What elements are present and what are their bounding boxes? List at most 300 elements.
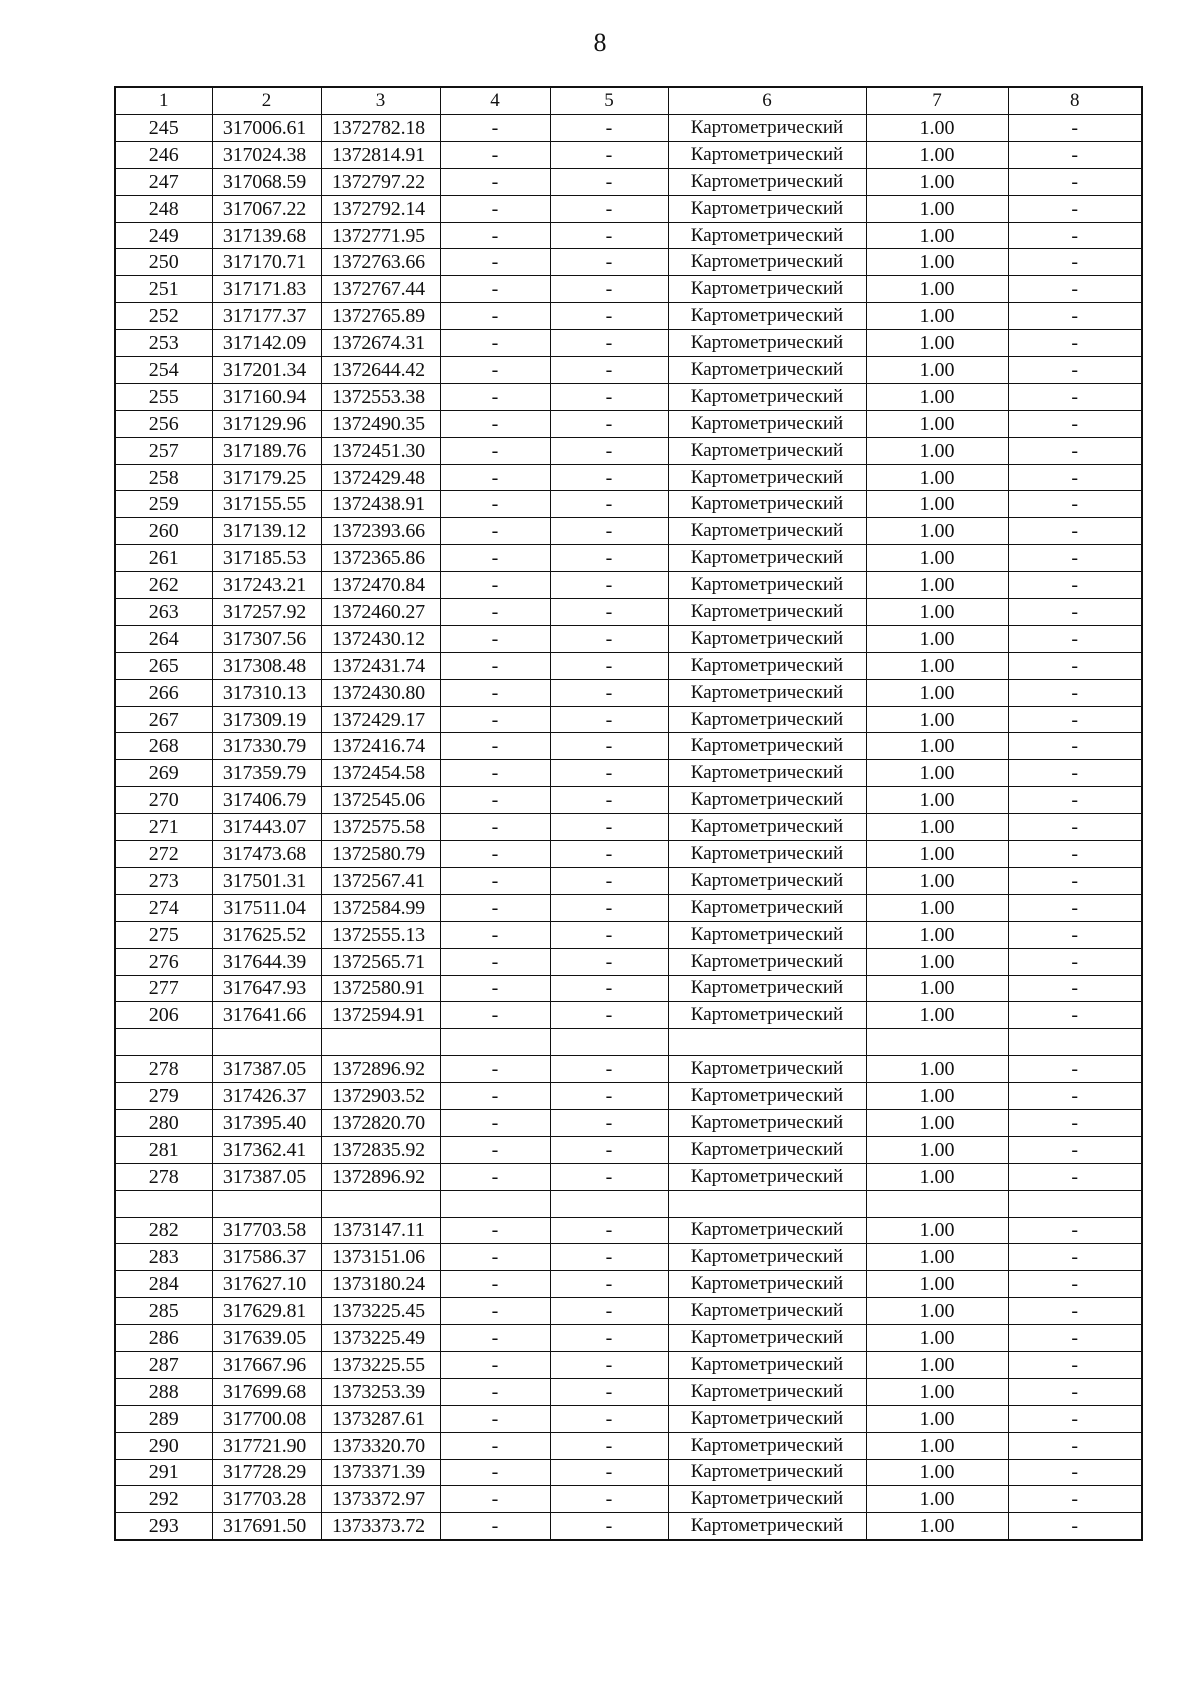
- accuracy-cell: 1.00: [866, 1351, 1008, 1378]
- x-coordinate: 317171.83: [212, 276, 321, 303]
- y-coordinate: 1372429.17: [321, 706, 440, 733]
- method-cell: Картометрический: [668, 572, 866, 599]
- col-5-cell: -: [550, 1459, 668, 1486]
- col-5-cell: -: [550, 195, 668, 222]
- col-5-header: 5: [550, 87, 668, 115]
- col-3-header: 3: [321, 87, 440, 115]
- col-5-cell: -: [550, 410, 668, 437]
- col-4-cell: -: [440, 1109, 550, 1136]
- col-4-cell: -: [440, 1513, 550, 1540]
- table-row: [115, 1244, 1142, 1271]
- point-number: 292: [115, 1486, 212, 1513]
- col-8-cell: -: [1008, 867, 1142, 894]
- x-coordinate: 317426.37: [212, 1083, 321, 1110]
- x-coordinate: 317362.41: [212, 1136, 321, 1163]
- table-row: [115, 1002, 1142, 1029]
- col-8-cell: -: [1008, 437, 1142, 464]
- point-number: 290: [115, 1432, 212, 1459]
- point-number: 280: [115, 1109, 212, 1136]
- accuracy-cell: 1.00: [866, 948, 1008, 975]
- x-coordinate: 317309.19: [212, 706, 321, 733]
- y-coordinate: 1372835.92: [321, 1136, 440, 1163]
- x-coordinate: 317129.96: [212, 410, 321, 437]
- point-number: 251: [115, 276, 212, 303]
- y-coordinate: 1372580.79: [321, 841, 440, 868]
- accuracy-cell: 1.00: [866, 1271, 1008, 1298]
- col-5-cell: -: [550, 1298, 668, 1325]
- col-4-cell: [440, 1029, 550, 1056]
- col-5-cell: -: [550, 1271, 668, 1298]
- x-coordinate: 317700.08: [212, 1405, 321, 1432]
- table-row: [115, 1405, 1142, 1432]
- col-7-header: 7: [866, 87, 1008, 115]
- table-row: [115, 357, 1142, 384]
- table-row: [115, 141, 1142, 168]
- col-8-cell: -: [1008, 625, 1142, 652]
- method-cell: Картометрический: [668, 1378, 866, 1405]
- col-5-cell: -: [550, 1325, 668, 1352]
- x-coordinate: 317139.68: [212, 222, 321, 249]
- y-coordinate: 1373147.11: [321, 1217, 440, 1244]
- col-8-cell: -: [1008, 222, 1142, 249]
- method-cell: Картометрический: [668, 733, 866, 760]
- point-number: [115, 1029, 212, 1056]
- table-row: [115, 1163, 1142, 1190]
- col-5-cell: -: [550, 652, 668, 679]
- col-5-cell: -: [550, 115, 668, 142]
- accuracy-cell: 1.00: [866, 733, 1008, 760]
- col-5-cell: -: [550, 599, 668, 626]
- col-8-cell: -: [1008, 410, 1142, 437]
- col-5-cell: -: [550, 1217, 668, 1244]
- table-row: [115, 1459, 1142, 1486]
- method-cell: Картометрический: [668, 464, 866, 491]
- x-coordinate: 317473.68: [212, 841, 321, 868]
- y-coordinate: 1373225.55: [321, 1351, 440, 1378]
- accuracy-cell: 1.00: [866, 1459, 1008, 1486]
- col-8-cell: -: [1008, 383, 1142, 410]
- x-coordinate: 317359.79: [212, 760, 321, 787]
- method-cell: Картометрический: [668, 948, 866, 975]
- point-number: 273: [115, 867, 212, 894]
- col-8-cell: -: [1008, 1459, 1142, 1486]
- method-cell: Картометрический: [668, 894, 866, 921]
- table-row: [115, 1378, 1142, 1405]
- y-coordinate: 1372429.48: [321, 464, 440, 491]
- point-number: 293: [115, 1513, 212, 1540]
- x-coordinate: 317243.21: [212, 572, 321, 599]
- col-5-cell: -: [550, 867, 668, 894]
- col-5-cell: -: [550, 1083, 668, 1110]
- col-4-cell: -: [440, 195, 550, 222]
- table-row: [115, 599, 1142, 626]
- col-4-cell: -: [440, 1351, 550, 1378]
- point-number: 261: [115, 545, 212, 572]
- method-cell: Картометрический: [668, 276, 866, 303]
- table-header-row: [115, 87, 1142, 115]
- col-4-cell: -: [440, 1325, 550, 1352]
- method-cell: Картометрический: [668, 787, 866, 814]
- table-row: [115, 679, 1142, 706]
- accuracy-cell: 1.00: [866, 303, 1008, 330]
- x-coordinate: 317703.58: [212, 1217, 321, 1244]
- point-number: 262: [115, 572, 212, 599]
- point-number: 264: [115, 625, 212, 652]
- point-number: 247: [115, 168, 212, 195]
- col-5-cell: -: [550, 1136, 668, 1163]
- accuracy-cell: 1.00: [866, 1083, 1008, 1110]
- col-4-cell: -: [440, 652, 550, 679]
- col-8-cell: -: [1008, 1002, 1142, 1029]
- y-coordinate: 1372814.91: [321, 141, 440, 168]
- col-5-cell: -: [550, 1244, 668, 1271]
- accuracy-cell: 1.00: [866, 679, 1008, 706]
- point-number: 270: [115, 787, 212, 814]
- table-row: [115, 1056, 1142, 1083]
- table-row: [115, 491, 1142, 518]
- x-coordinate: 317024.38: [212, 141, 321, 168]
- table-row: [115, 894, 1142, 921]
- x-coordinate: 317647.93: [212, 975, 321, 1002]
- col-5-cell: -: [550, 572, 668, 599]
- table-row: [115, 1271, 1142, 1298]
- method-cell: Картометрический: [668, 1405, 866, 1432]
- col-4-cell: -: [440, 1002, 550, 1029]
- col-4-cell: -: [440, 330, 550, 357]
- col-5-cell: -: [550, 760, 668, 787]
- col-4-cell: -: [440, 518, 550, 545]
- table-row: [115, 437, 1142, 464]
- y-coordinate: 1372575.58: [321, 814, 440, 841]
- x-coordinate: 317443.07: [212, 814, 321, 841]
- y-coordinate: 1372644.42: [321, 357, 440, 384]
- col-8-cell: -: [1008, 1217, 1142, 1244]
- col-4-cell: -: [440, 1378, 550, 1405]
- y-coordinate: 1373373.72: [321, 1513, 440, 1540]
- table-row: [115, 1432, 1142, 1459]
- col-4-cell: -: [440, 1271, 550, 1298]
- method-cell: Картометрический: [668, 410, 866, 437]
- col-4-cell: -: [440, 1405, 550, 1432]
- y-coordinate: 1372674.31: [321, 330, 440, 357]
- point-number: 276: [115, 948, 212, 975]
- point-number: 291: [115, 1459, 212, 1486]
- point-number: 278: [115, 1056, 212, 1083]
- col-4-cell: -: [440, 1459, 550, 1486]
- x-coordinate: 317155.55: [212, 491, 321, 518]
- col-5-cell: -: [550, 706, 668, 733]
- col-5-cell: -: [550, 357, 668, 384]
- method-cell: Картометрический: [668, 168, 866, 195]
- col-5-cell: -: [550, 948, 668, 975]
- table-row: [115, 115, 1142, 142]
- col-8-cell: -: [1008, 491, 1142, 518]
- col-8-cell: -: [1008, 464, 1142, 491]
- table-row: [115, 921, 1142, 948]
- y-coordinate: 1372903.52: [321, 1083, 440, 1110]
- col-4-cell: [440, 1190, 550, 1217]
- point-number: 271: [115, 814, 212, 841]
- x-coordinate: 317625.52: [212, 921, 321, 948]
- method-cell: Картометрический: [668, 491, 866, 518]
- x-coordinate: [212, 1029, 321, 1056]
- accuracy-cell: 1.00: [866, 814, 1008, 841]
- table-row: [115, 841, 1142, 868]
- table-row: [115, 249, 1142, 276]
- y-coordinate: 1373320.70: [321, 1432, 440, 1459]
- accuracy-cell: 1.00: [866, 1432, 1008, 1459]
- method-cell: Картометрический: [668, 1271, 866, 1298]
- y-coordinate: 1373253.39: [321, 1378, 440, 1405]
- method-cell: Картометрический: [668, 1217, 866, 1244]
- table-row: [115, 572, 1142, 599]
- table-row: [115, 383, 1142, 410]
- point-number: 248: [115, 195, 212, 222]
- accuracy-cell: 1.00: [866, 841, 1008, 868]
- table-row: [115, 276, 1142, 303]
- y-coordinate: [321, 1029, 440, 1056]
- col-8-cell: -: [1008, 652, 1142, 679]
- table-row: [115, 1190, 1142, 1217]
- col-8-cell: -: [1008, 1486, 1142, 1513]
- y-coordinate: 1372438.91: [321, 491, 440, 518]
- point-number: 259: [115, 491, 212, 518]
- y-coordinate: 1372782.18: [321, 115, 440, 142]
- method-cell: Картометрический: [668, 760, 866, 787]
- y-coordinate: 1372765.89: [321, 303, 440, 330]
- accuracy-cell: 1.00: [866, 357, 1008, 384]
- point-number: 249: [115, 222, 212, 249]
- table-row: [115, 1298, 1142, 1325]
- x-coordinate: 317691.50: [212, 1513, 321, 1540]
- point-number: 287: [115, 1351, 212, 1378]
- x-coordinate: 317006.61: [212, 115, 321, 142]
- point-number: 285: [115, 1298, 212, 1325]
- y-coordinate: 1372553.38: [321, 383, 440, 410]
- point-number: 265: [115, 652, 212, 679]
- y-coordinate: 1372470.84: [321, 572, 440, 599]
- col-8-cell: -: [1008, 357, 1142, 384]
- accuracy-cell: 1.00: [866, 1513, 1008, 1540]
- accuracy-cell: 1.00: [866, 1486, 1008, 1513]
- col-8-cell: -: [1008, 787, 1142, 814]
- accuracy-cell: 1.00: [866, 706, 1008, 733]
- col-5-cell: -: [550, 1163, 668, 1190]
- accuracy-cell: 1.00: [866, 1298, 1008, 1325]
- point-number: 284: [115, 1271, 212, 1298]
- point-number: 253: [115, 330, 212, 357]
- col-2-header: 2: [212, 87, 321, 115]
- method-cell: Картометрический: [668, 1002, 866, 1029]
- col-8-cell: -: [1008, 1136, 1142, 1163]
- x-coordinate: 317586.37: [212, 1244, 321, 1271]
- method-cell: Картометрический: [668, 1163, 866, 1190]
- point-number: 269: [115, 760, 212, 787]
- col-4-cell: -: [440, 814, 550, 841]
- table-row: [115, 1109, 1142, 1136]
- col-4-cell: -: [440, 679, 550, 706]
- point-number: 288: [115, 1378, 212, 1405]
- col-8-cell: -: [1008, 195, 1142, 222]
- accuracy-cell: 1.00: [866, 625, 1008, 652]
- col-4-cell: -: [440, 894, 550, 921]
- col-4-cell: -: [440, 303, 550, 330]
- col-4-cell: -: [440, 760, 550, 787]
- y-coordinate: 1372580.91: [321, 975, 440, 1002]
- x-coordinate: 317170.71: [212, 249, 321, 276]
- method-cell: Картометрический: [668, 1432, 866, 1459]
- point-number: 279: [115, 1083, 212, 1110]
- table-row: [115, 948, 1142, 975]
- method-cell: Картометрический: [668, 679, 866, 706]
- col-8-cell: -: [1008, 518, 1142, 545]
- col-4-cell: -: [440, 410, 550, 437]
- col-4-cell: -: [440, 867, 550, 894]
- table-row: [115, 1325, 1142, 1352]
- col-5-cell: -: [550, 1056, 668, 1083]
- col-4-cell: -: [440, 1244, 550, 1271]
- accuracy-cell: 1.00: [866, 867, 1008, 894]
- accuracy-cell: 1.00: [866, 572, 1008, 599]
- accuracy-cell: 1.00: [866, 1002, 1008, 1029]
- col-4-cell: -: [440, 787, 550, 814]
- table-row: [115, 652, 1142, 679]
- method-cell: Картометрический: [668, 921, 866, 948]
- col-8-cell: -: [1008, 760, 1142, 787]
- accuracy-cell: 1.00: [866, 330, 1008, 357]
- y-coordinate: 1372896.92: [321, 1056, 440, 1083]
- y-coordinate: 1372797.22: [321, 168, 440, 195]
- x-coordinate: 317721.90: [212, 1432, 321, 1459]
- y-coordinate: 1372430.12: [321, 625, 440, 652]
- method-cell: Картометрический: [668, 437, 866, 464]
- table-row: [115, 168, 1142, 195]
- col-8-cell: -: [1008, 975, 1142, 1002]
- col-5-cell: -: [550, 1378, 668, 1405]
- col-5-cell: -: [550, 921, 668, 948]
- y-coordinate: 1373225.49: [321, 1325, 440, 1352]
- method-cell: [668, 1190, 866, 1217]
- accuracy-cell: 1.00: [866, 1163, 1008, 1190]
- table-row: [115, 625, 1142, 652]
- point-number: 257: [115, 437, 212, 464]
- col-4-cell: -: [440, 733, 550, 760]
- accuracy-cell: 1.00: [866, 1217, 1008, 1244]
- table-row: [115, 814, 1142, 841]
- accuracy-cell: 1.00: [866, 115, 1008, 142]
- accuracy-cell: 1.00: [866, 437, 1008, 464]
- x-coordinate: 317310.13: [212, 679, 321, 706]
- y-coordinate: 1372820.70: [321, 1109, 440, 1136]
- x-coordinate: 317387.05: [212, 1056, 321, 1083]
- method-cell: [668, 1029, 866, 1056]
- accuracy-cell: 1.00: [866, 1109, 1008, 1136]
- method-cell: Картометрический: [668, 141, 866, 168]
- point-number: 266: [115, 679, 212, 706]
- col-1-header: 1: [115, 87, 212, 115]
- col-5-cell: -: [550, 168, 668, 195]
- col-8-cell: -: [1008, 545, 1142, 572]
- col-5-cell: -: [550, 841, 668, 868]
- col-8-cell: -: [1008, 276, 1142, 303]
- col-8-cell: -: [1008, 894, 1142, 921]
- method-cell: Картометрический: [668, 1083, 866, 1110]
- method-cell: Картометрический: [668, 357, 866, 384]
- y-coordinate: 1372792.14: [321, 195, 440, 222]
- table-row: [115, 1486, 1142, 1513]
- col-5-cell: -: [550, 1002, 668, 1029]
- y-coordinate: 1372584.99: [321, 894, 440, 921]
- col-5-cell: -: [550, 1405, 668, 1432]
- table-row: [115, 1083, 1142, 1110]
- point-number: 286: [115, 1325, 212, 1352]
- col-4-cell: -: [440, 1298, 550, 1325]
- col-5-cell: -: [550, 383, 668, 410]
- y-coordinate: 1373287.61: [321, 1405, 440, 1432]
- point-number: [115, 1190, 212, 1217]
- point-number: 272: [115, 841, 212, 868]
- col-4-header: 4: [440, 87, 550, 115]
- y-coordinate: 1372451.30: [321, 437, 440, 464]
- x-coordinate: 317511.04: [212, 894, 321, 921]
- col-8-cell: -: [1008, 1405, 1142, 1432]
- accuracy-cell: 1.00: [866, 195, 1008, 222]
- table-row: [115, 1217, 1142, 1244]
- col-8-header: 8: [1008, 87, 1142, 115]
- point-number: 277: [115, 975, 212, 1002]
- col-5-cell: -: [550, 303, 668, 330]
- method-cell: Картометрический: [668, 222, 866, 249]
- col-5-cell: -: [550, 1351, 668, 1378]
- method-cell: Картометрический: [668, 1513, 866, 1540]
- x-coordinate: 317667.96: [212, 1351, 321, 1378]
- y-coordinate: 1372771.95: [321, 222, 440, 249]
- x-coordinate: 317703.28: [212, 1486, 321, 1513]
- table-row: [115, 1136, 1142, 1163]
- point-number: 268: [115, 733, 212, 760]
- method-cell: Картометрический: [668, 303, 866, 330]
- accuracy-cell: 1.00: [866, 1244, 1008, 1271]
- table-row: [115, 464, 1142, 491]
- col-8-cell: -: [1008, 814, 1142, 841]
- col-4-cell: -: [440, 572, 550, 599]
- accuracy-cell: 1.00: [866, 1378, 1008, 1405]
- y-coordinate: 1372567.41: [321, 867, 440, 894]
- col-8-cell: -: [1008, 1351, 1142, 1378]
- col-8-cell: -: [1008, 330, 1142, 357]
- method-cell: Картометрический: [668, 1136, 866, 1163]
- col-5-cell: -: [550, 1432, 668, 1459]
- point-number: 252: [115, 303, 212, 330]
- table-body: [115, 87, 1142, 1540]
- col-4-cell: -: [440, 168, 550, 195]
- col-5-cell: -: [550, 276, 668, 303]
- y-coordinate: 1372460.27: [321, 599, 440, 626]
- accuracy-cell: 1.00: [866, 894, 1008, 921]
- accuracy-cell: 1.00: [866, 1325, 1008, 1352]
- x-coordinate: 317387.05: [212, 1163, 321, 1190]
- y-coordinate: 1372490.35: [321, 410, 440, 437]
- point-number: 254: [115, 357, 212, 384]
- col-4-cell: -: [440, 948, 550, 975]
- y-coordinate: [321, 1190, 440, 1217]
- col-4-cell: -: [440, 222, 550, 249]
- page-number: 8: [593, 28, 607, 57]
- x-coordinate: 317406.79: [212, 787, 321, 814]
- col-8-cell: -: [1008, 1325, 1142, 1352]
- x-coordinate: 317699.68: [212, 1378, 321, 1405]
- y-coordinate: 1372416.74: [321, 733, 440, 760]
